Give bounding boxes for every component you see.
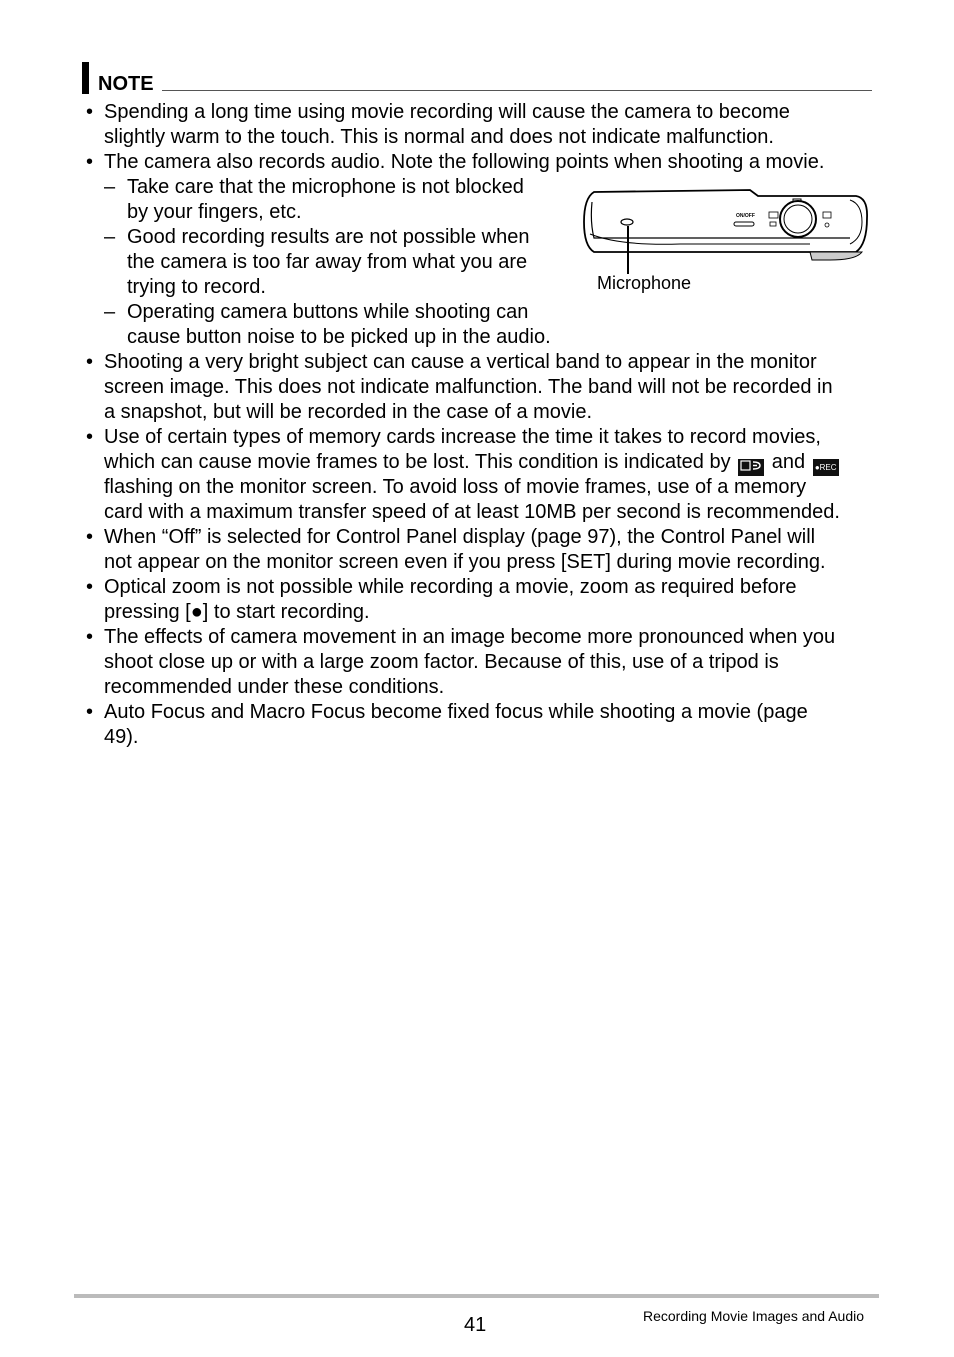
bullet-7-line-1: The effects of camera movement in an image become more pronounced when you (104, 626, 836, 648)
sub-item-2-line-2: the camera is too far away from what you are (127, 251, 528, 273)
bullet-5-line-2: not appear on the monitor screen even if you press [SET] during movie recording. (104, 551, 826, 573)
bullet-1-line-2: slightly warm to the touch. This is normal and does not indicate malfunction. (104, 126, 774, 148)
bullet-6-line-1: Optical zoom is not possible while recording a movie, zoom as required before (104, 576, 797, 598)
rec-icon: ●REC (813, 459, 839, 476)
bullet-3-line-3: a snapshot, but will be recorded in the case of a movie. (104, 401, 593, 423)
bullet-8-line-1: Auto Focus and Macro Focus become fixed focus while shooting a movie (page (104, 701, 808, 723)
sub-item-2-line-3: trying to record. (127, 276, 266, 298)
sub-item-3-line-1: Operating camera buttons while shooting can (127, 301, 529, 323)
page-number: 41 (464, 1314, 487, 1336)
sub-item-3-line-2: cause button noise to be picked up in the audio. (127, 326, 551, 348)
bullet-6-line-2: pressing [●] to start recording. (104, 601, 370, 623)
bullet-7-line-3: recommended under these conditions. (104, 676, 445, 698)
bullet-1-line-1: Spending a long time using movie recording will cause the camera to become (104, 101, 790, 123)
note-marker-bar (82, 62, 89, 94)
bullet-4-line-3: flashing on the monitor screen. To avoid loss of movie frames, use of a memory (104, 476, 807, 498)
bullet-3-line-2: screen image. This does not indicate malfunction. The band will not be recorded in (104, 376, 833, 398)
bullet-marker: • (86, 526, 94, 548)
bullet-marker: • (86, 626, 94, 648)
bullet-3-line-1: Shooting a very bright subject can cause a vertical band to appear in the monitor (104, 351, 817, 373)
bullet-8-line-2: 49). (104, 726, 139, 748)
dash-marker: – (104, 301, 116, 323)
dash-marker: – (104, 226, 116, 248)
bullet-marker: • (86, 351, 94, 373)
sub-item-1-line-2: by your fingers, etc. (127, 201, 302, 223)
bullet-4-line-4: card with a maximum transfer speed of at least 10MB per second is recommended. (104, 501, 840, 523)
bullet-marker: • (86, 701, 94, 723)
camera-top-view-illustration (580, 186, 870, 266)
bullet-7-line-2: shoot close up or with a large zoom factor. Because of this, use of a tripod is (104, 651, 779, 673)
note-title: NOTE (98, 73, 154, 95)
bullet-marker: • (86, 576, 94, 598)
footer-divider (74, 1294, 879, 1298)
dash-marker: – (104, 176, 116, 198)
sub-item-1-line-1: Take care that the microphone is not blocked (127, 176, 524, 198)
sub-item-2-line-1: Good recording results are not possible when (127, 226, 530, 248)
icon-joiner-and: and (771, 451, 806, 473)
bullet-4-line-2 (104, 450, 841, 476)
bullet-marker: • (86, 151, 94, 173)
bullet-marker: • (86, 101, 94, 123)
bullet-5-line-1: When “Off” is selected for Control Panel display (page 97), the Control Panel will (104, 526, 816, 548)
microphone-pointer-line (627, 226, 629, 274)
bullet-4-line-2-text: which can cause movie frames to be lost. This condition is indicated by (104, 451, 731, 473)
note-divider (162, 90, 872, 91)
microphone-label: Microphone (597, 273, 692, 293)
onoff-label: ON/OFF (736, 213, 755, 219)
bullet-marker: • (86, 426, 94, 448)
bullet-2-line-1: The camera also records audio. Note the following points when shooting a movie. (104, 151, 825, 173)
footer-section-title: Recording Movie Images and Audio (643, 1308, 865, 1324)
bullet-4-line-1: Use of certain types of memory cards increase the time it takes to record movies, (104, 426, 821, 448)
dropped-frames-icon (738, 459, 764, 476)
